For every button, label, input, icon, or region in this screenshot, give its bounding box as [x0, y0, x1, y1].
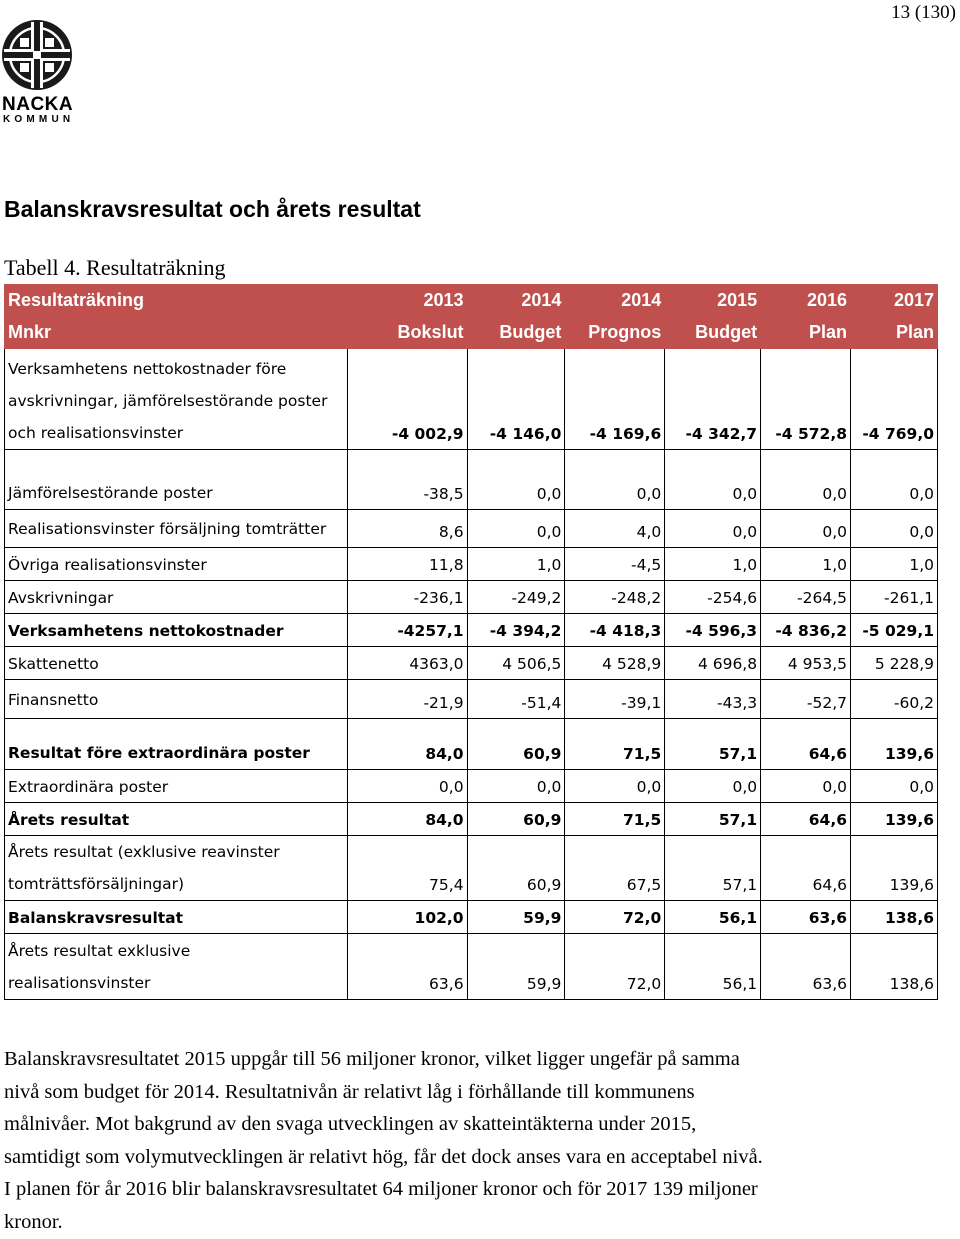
value-cell: 0,0	[851, 770, 938, 803]
row-label-line: Balanskravsresultat	[8, 909, 184, 927]
value-cell: -4 169,6	[565, 349, 665, 450]
value-cell: 4363,0	[347, 647, 467, 680]
value-cell: 0,0	[467, 450, 565, 510]
header-cell: 2014	[467, 285, 565, 317]
table-row	[5, 934, 938, 1000]
value-cell: 1,0	[851, 548, 938, 581]
value-cell: -4 572,8	[761, 349, 851, 450]
logo-word: NACKA	[2, 94, 74, 115]
row-label-line: tomträttsförsäljningar)	[8, 875, 185, 893]
value-cell: -38,5	[347, 450, 467, 510]
value-cell: 139,6	[851, 803, 938, 836]
value-cell: 63,6	[347, 934, 467, 1000]
value-cell: 71,5	[565, 803, 665, 836]
row-label-cell	[5, 647, 348, 680]
value-cell: -4 342,7	[665, 349, 761, 450]
value-cell: 11,8	[347, 548, 467, 581]
table-header-row	[5, 317, 938, 349]
value-cell: -60,2	[851, 680, 938, 719]
value-cell: 59,9	[467, 934, 565, 1000]
table-row	[5, 901, 938, 934]
table-header-row	[5, 285, 938, 317]
row-label-cell	[5, 510, 348, 548]
value-cell: 0,0	[467, 510, 565, 548]
row-label-line: realisationsvinster	[8, 974, 151, 992]
value-cell: 71,5	[565, 719, 665, 770]
row-label-cell	[5, 719, 348, 770]
table-row	[5, 836, 938, 901]
header-cell: Plan	[851, 317, 938, 349]
row-label-line: Finansnetto	[8, 691, 99, 709]
row-label-line: Årets resultat exklusive	[8, 942, 191, 960]
row-label-line: Övriga realisationsvinster	[8, 556, 207, 574]
value-cell: 0,0	[665, 770, 761, 803]
row-label-cell	[5, 581, 348, 614]
value-cell: 4 528,9	[565, 647, 665, 680]
table-row	[5, 680, 938, 719]
row-label-cell	[5, 803, 348, 836]
value-cell: 0,0	[761, 770, 851, 803]
value-cell: -39,1	[565, 680, 665, 719]
value-cell: 0,0	[851, 510, 938, 548]
results-table	[4, 284, 938, 1000]
value-cell: -261,1	[851, 581, 938, 614]
table-row	[5, 614, 938, 647]
paragraph-line: nivå som budget för 2014. Resultatnivån är relativt låg i förhållande till kommunens	[4, 1080, 695, 1103]
value-cell: 0,0	[761, 450, 851, 510]
value-cell: 84,0	[347, 719, 467, 770]
value-cell: 1,0	[665, 548, 761, 581]
value-cell: -21,9	[347, 680, 467, 719]
row-label-line: Årets resultat	[8, 811, 130, 829]
table-row	[5, 770, 938, 803]
header-cell: 2016	[761, 285, 851, 317]
paragraph-line: samtidigt som volymutvecklingen är relativt hög, får det dock anses vara en acceptabel nivå.	[4, 1145, 763, 1168]
header-cell: Budget	[665, 317, 761, 349]
value-cell: 59,9	[467, 901, 565, 934]
value-cell: -4 146,0	[467, 349, 565, 450]
header-cell: 2015	[665, 285, 761, 317]
value-cell: 63,6	[761, 934, 851, 1000]
row-label-line: Verksamhetens nettokostnader	[8, 622, 284, 640]
logo-sub: KOMMUN	[3, 114, 75, 125]
value-cell: 56,1	[665, 901, 761, 934]
table-row	[5, 719, 938, 770]
value-cell: -254,6	[665, 581, 761, 614]
value-cell: 0,0	[565, 450, 665, 510]
value-cell: 4 953,5	[761, 647, 851, 680]
value-cell: 102,0	[347, 901, 467, 934]
value-cell: 0,0	[851, 450, 938, 510]
paragraph-line: målnivåer. Mot bakgrund av den svaga utvecklingen av skatteintäkterna under 2015,	[4, 1113, 697, 1136]
value-cell: 64,6	[761, 803, 851, 836]
table-caption: Tabell 4. Resultaträkning	[4, 255, 226, 280]
header-cell: 2014	[565, 285, 665, 317]
value-cell: 5 228,9	[851, 647, 938, 680]
value-cell: -43,3	[665, 680, 761, 719]
row-label-cell	[5, 548, 348, 581]
value-cell: 0,0	[347, 770, 467, 803]
value-cell: 60,9	[467, 836, 565, 901]
row-label-line: Skattenetto	[8, 655, 99, 673]
row-label-line: avskrivningar, jämförelsestörande poster	[8, 392, 328, 410]
value-cell: 72,0	[565, 901, 665, 934]
nacka-logo	[0, 18, 80, 125]
value-cell: -4 418,3	[565, 614, 665, 647]
value-cell: -264,5	[761, 581, 851, 614]
value-cell: 57,1	[665, 719, 761, 770]
value-cell: -52,7	[761, 680, 851, 719]
row-label-line: och realisationsvinster	[8, 424, 184, 442]
nacka-emblem-icon	[0, 18, 74, 92]
value-cell: 64,6	[761, 836, 851, 901]
paragraph-line: kronor.	[4, 1210, 63, 1233]
header-cell: Budget	[467, 317, 565, 349]
paragraph-line: I planen för år 2016 blir balanskravsresultatet 64 miljoner kronor och för 2017 139 miljoner	[4, 1178, 758, 1201]
value-cell: -5 029,1	[851, 614, 938, 647]
value-cell: 1,0	[761, 548, 851, 581]
value-cell: -248,2	[565, 581, 665, 614]
row-label-line: Avskrivningar	[8, 589, 114, 607]
page-number: 13 (130)	[891, 2, 956, 23]
value-cell: -249,2	[467, 581, 565, 614]
row-label-cell	[5, 680, 348, 719]
row-label-line: Verksamhetens nettokostnader före	[8, 360, 287, 378]
value-cell: 57,1	[665, 836, 761, 901]
section-heading: Balanskravsresultat och årets resultat	[4, 196, 421, 222]
value-cell: 138,6	[851, 901, 938, 934]
paragraph-line: Balanskravsresultatet 2015 uppgår till 56 miljoner kronor, vilket ligger ungefär på samma	[4, 1048, 740, 1070]
table-row	[5, 510, 938, 548]
value-cell: 67,5	[565, 836, 665, 901]
value-cell: 4 506,5	[467, 647, 565, 680]
table-row	[5, 349, 938, 450]
value-cell: -4257,1	[347, 614, 467, 647]
row-label-line: Extraordinära poster	[8, 778, 169, 796]
table-row	[5, 647, 938, 680]
value-cell: 60,9	[467, 803, 565, 836]
header-cell: 2013	[347, 285, 467, 317]
value-cell: 139,6	[851, 836, 938, 901]
header-cell: Bokslut	[347, 317, 467, 349]
row-label-cell	[5, 349, 348, 450]
value-cell: 75,4	[347, 836, 467, 901]
value-cell: -51,4	[467, 680, 565, 719]
header-label-cell: Mnkr	[5, 317, 348, 349]
value-cell: 0,0	[665, 510, 761, 548]
row-label-cell	[5, 934, 348, 1000]
value-cell: 84,0	[347, 803, 467, 836]
value-cell: -4 596,3	[665, 614, 761, 647]
value-cell: -236,1	[347, 581, 467, 614]
value-cell: 0,0	[565, 770, 665, 803]
value-cell: 8,6	[347, 510, 467, 548]
table-row	[5, 581, 938, 614]
row-label-cell	[5, 450, 348, 510]
value-cell: 64,6	[761, 719, 851, 770]
value-cell: 0,0	[761, 510, 851, 548]
header-label-cell: Resultaträkning	[5, 285, 348, 317]
header-cell: Prognos	[565, 317, 665, 349]
row-label-cell	[5, 901, 348, 934]
value-cell: 4,0	[565, 510, 665, 548]
header-cell: 2017	[851, 285, 938, 317]
row-label-cell	[5, 614, 348, 647]
value-cell: 57,1	[665, 803, 761, 836]
row-label-line: Resultat före extraordinära poster	[8, 744, 310, 762]
value-cell: -4 836,2	[761, 614, 851, 647]
row-label-line: Jämförelsestörande poster	[8, 484, 213, 502]
table-row	[5, 548, 938, 581]
value-cell: 1,0	[467, 548, 565, 581]
value-cell: -4 002,9	[347, 349, 467, 450]
value-cell: 72,0	[565, 934, 665, 1000]
row-label-line: Årets resultat (exklusive reavinster	[8, 843, 280, 861]
row-label-cell	[5, 770, 348, 803]
value-cell: 0,0	[467, 770, 565, 803]
value-cell: 63,6	[761, 901, 851, 934]
table-row	[5, 803, 938, 836]
value-cell: 139,6	[851, 719, 938, 770]
table-row	[5, 450, 938, 510]
value-cell: -4,5	[565, 548, 665, 581]
value-cell: 60,9	[467, 719, 565, 770]
value-cell: 0,0	[665, 450, 761, 510]
value-cell: 138,6	[851, 934, 938, 1000]
row-label-line: Realisationsvinster försäljning tomträtter	[8, 520, 327, 538]
value-cell: 4 696,8	[665, 647, 761, 680]
row-label-cell	[5, 836, 348, 901]
header-cell: Plan	[761, 317, 851, 349]
value-cell: 56,1	[665, 934, 761, 1000]
value-cell: -4 769,0	[851, 349, 938, 450]
value-cell: -4 394,2	[467, 614, 565, 647]
body-paragraph	[4, 1043, 934, 1239]
